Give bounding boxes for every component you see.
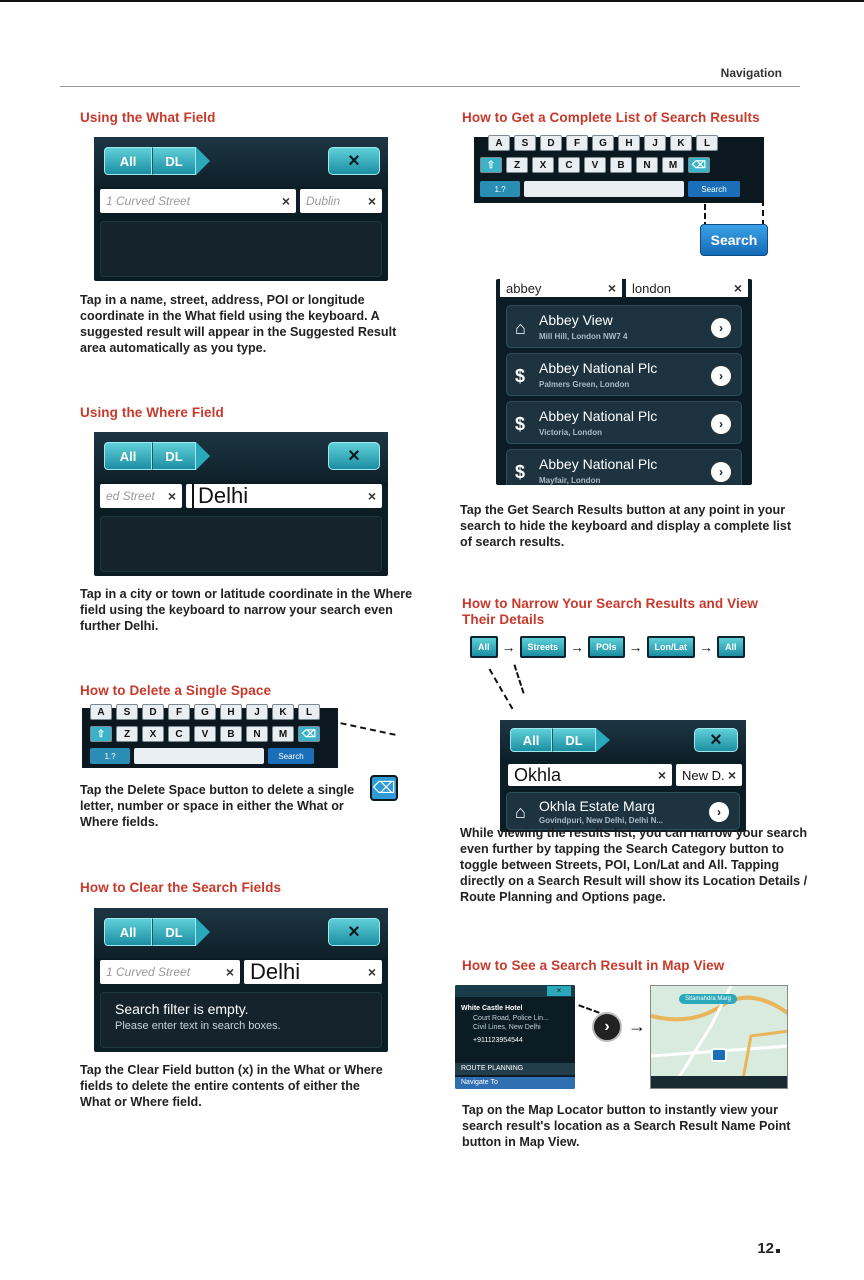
- tab-all[interactable]: All: [104, 147, 152, 175]
- what-input[interactable]: ed Street ×: [100, 484, 182, 508]
- address-line-2: Civil Lines, New Delhi: [473, 1024, 541, 1031]
- poi-dollar-icon: $: [515, 366, 526, 386]
- close-button[interactable]: ×: [547, 986, 571, 996]
- search-result-item[interactable]: ⌂ Okhla Estate Marg Govindpuri, New Delhi, Delhi N... ›: [506, 792, 740, 830]
- key-x[interactable]: X: [142, 726, 164, 742]
- key-k[interactable]: K: [670, 135, 692, 151]
- where-input[interactable]: Dublin ×: [300, 189, 382, 213]
- backspace-icon: ⌫: [370, 775, 398, 801]
- map-locator-icon: ›: [592, 1012, 622, 1042]
- phone-number: +911123954544: [473, 1037, 523, 1044]
- clear-what-icon[interactable]: ×: [657, 767, 666, 783]
- clear-where-icon[interactable]: ×: [727, 767, 736, 783]
- key-j[interactable]: J: [246, 704, 268, 720]
- key-v[interactable]: V: [194, 726, 216, 742]
- map-view-screenshot: [650, 985, 788, 1089]
- empty-filter-message: Search filter is empty.: [115, 1001, 249, 1017]
- search-result-item[interactable]: [506, 401, 742, 444]
- suggested-result-area: [100, 516, 382, 572]
- clear-what-icon[interactable]: ×: [167, 488, 176, 504]
- category-button-all[interactable]: All: [717, 636, 745, 658]
- shift-key[interactable]: ⇧: [90, 726, 112, 742]
- tab-arrow-icon: [196, 918, 210, 946]
- what-field-screenshot: [94, 137, 388, 281]
- key-m[interactable]: M: [272, 726, 294, 742]
- poi-dollar-icon: $: [515, 414, 526, 434]
- complete-keyboard: [474, 137, 764, 203]
- result-title: Abbey National Plc: [539, 408, 658, 424]
- where-input[interactable]: New D. ×: [676, 764, 742, 786]
- section-header: Navigation: [720, 66, 782, 80]
- where-input[interactable]: london ×: [626, 279, 748, 297]
- key-z[interactable]: Z: [506, 157, 528, 173]
- callout-line: [513, 664, 524, 693]
- close-button[interactable]: ×: [328, 442, 380, 470]
- close-button[interactable]: ×: [694, 728, 738, 752]
- key-f[interactable]: F: [566, 135, 588, 151]
- category-button-all[interactable]: All: [470, 636, 498, 658]
- clear-heading: How to Clear the Search Fields: [80, 880, 282, 895]
- where-text: Tap in a city or town or latitude coordinate in the Where field using the keyboard to narrow your search even further Delhi.: [80, 587, 413, 633]
- backspace-key[interactable]: ⌫: [298, 726, 320, 742]
- narrow-text: While viewing the results list, you can narrow your search even further by tapping the Search Category button to toggle between Streets, POI, Lon/Lat and All. Tapping directly on a Search Result will show its Location Details / Route Planning and Options page.: [460, 826, 808, 904]
- map-pin-icon: [711, 1048, 727, 1062]
- tab-arrow-icon: [196, 442, 210, 470]
- where-heading: Using the Where Field: [80, 405, 224, 420]
- key-z[interactable]: Z: [116, 726, 138, 742]
- hotel-name: White Castle Hotel: [461, 1005, 523, 1012]
- clear-where-icon[interactable]: ×: [733, 280, 742, 296]
- key-b[interactable]: B: [610, 157, 632, 173]
- key-b[interactable]: B: [220, 726, 242, 742]
- tab-dl[interactable]: DL: [152, 442, 196, 470]
- space-key[interactable]: [524, 181, 684, 197]
- clear-what-icon[interactable]: ×: [281, 193, 290, 209]
- map-text: Tap on the Map Locator button to instantly view your search result's location as a Search Result Name Point button in Map View.: [462, 1103, 791, 1149]
- result-subtitle: Victoria, London: [539, 428, 602, 437]
- home-icon: ⌂: [515, 318, 526, 338]
- arrow-icon: →: [628, 639, 643, 655]
- category-toggle-sequence: [470, 636, 745, 658]
- results-screenshot: [496, 279, 752, 485]
- narrow-heading: How to Narrow Your Search Results and View Their Details: [462, 596, 759, 627]
- search-key[interactable]: Search: [268, 748, 314, 764]
- what-heading: Using the What Field: [80, 110, 216, 125]
- tab-dl[interactable]: DL: [152, 918, 196, 946]
- location-details-screenshot: [455, 985, 575, 1089]
- arrow-icon: →: [699, 639, 714, 655]
- top-border: [0, 0, 864, 2]
- category-button-lon-lat[interactable]: Lon/Lat: [647, 636, 696, 658]
- narrow-screenshot: [500, 720, 746, 832]
- key-s[interactable]: S: [514, 135, 536, 151]
- details-chevron-icon[interactable]: ›: [709, 802, 729, 822]
- complete-heading: How to Get a Complete List of Search Results: [462, 110, 760, 125]
- search-result-item[interactable]: [506, 305, 742, 348]
- status-message-area: [100, 992, 382, 1048]
- close-button[interactable]: ×: [328, 147, 380, 175]
- key-g[interactable]: G: [592, 135, 614, 151]
- numbers-key[interactable]: 1.?: [90, 748, 130, 764]
- details-chevron-icon[interactable]: ›: [711, 462, 731, 482]
- key-k[interactable]: K: [272, 704, 294, 720]
- navigate-to-button[interactable]: Navigate To: [455, 1077, 575, 1089]
- key-h[interactable]: H: [220, 704, 242, 720]
- result-title: Abbey National Plc: [539, 360, 658, 376]
- clear-what-icon[interactable]: ×: [225, 964, 234, 980]
- numbers-key[interactable]: 1.?: [480, 181, 520, 197]
- clear-text: Tap the Clear Field button (x) in the What or Where fields to delete the entire contents of either the What or Where field.: [80, 1063, 383, 1109]
- backspace-key[interactable]: ⌫: [688, 157, 710, 173]
- key-d[interactable]: D: [142, 704, 164, 720]
- where-input[interactable]: Delhi ×: [186, 484, 382, 508]
- key-a[interactable]: A: [488, 135, 510, 151]
- key-l[interactable]: L: [298, 704, 320, 720]
- what-input[interactable]: abbey ×: [500, 279, 622, 297]
- key-x[interactable]: X: [532, 157, 554, 173]
- callout-line: [489, 669, 514, 710]
- category-button-streets[interactable]: Streets: [520, 636, 567, 658]
- clear-where-icon[interactable]: ×: [367, 964, 376, 980]
- empty-filter-hint: Please enter text in search boxes.: [115, 1020, 281, 1032]
- key-v[interactable]: V: [584, 157, 606, 173]
- category-button-pois[interactable]: POIs: [588, 636, 625, 658]
- arrow-icon: →: [628, 1016, 646, 1036]
- route-planning-label: ROUTE PLANNING: [455, 1063, 575, 1075]
- key-a[interactable]: A: [90, 704, 112, 720]
- arrow-icon: →: [501, 639, 516, 655]
- callout-line: [578, 1004, 599, 1013]
- tab-all[interactable]: All: [104, 918, 152, 946]
- search-key[interactable]: Search: [688, 181, 740, 197]
- result-title: Abbey National Plc: [539, 456, 658, 472]
- clear-where-icon[interactable]: ×: [367, 193, 376, 209]
- delete-text: Tap the Delete Space button to delete a single letter, number or space in either the What or Where fields.: [80, 783, 355, 829]
- tab-all[interactable]: All: [104, 442, 152, 470]
- result-subtitle: Mayfair, London: [539, 476, 601, 485]
- result-subtitle: Mill Hill, London NW7 4: [539, 332, 628, 341]
- home-icon: ⌂: [515, 802, 526, 822]
- key-d[interactable]: D: [540, 135, 562, 151]
- search-result-item[interactable]: [506, 353, 742, 396]
- what-input[interactable]: 1 Curved Street ×: [100, 189, 296, 213]
- key-n[interactable]: N: [636, 157, 658, 173]
- header-rule: [60, 86, 800, 87]
- complete-text: Tap the Get Search Results button at any point in your search to hide the keyboard and display a complete list of search results.: [460, 503, 792, 549]
- result-title: Abbey View: [539, 312, 613, 328]
- where-field-screenshot: [94, 432, 388, 576]
- address-line-1: Court Road, Police Lin...: [473, 1015, 549, 1022]
- key-n[interactable]: N: [246, 726, 268, 742]
- map-street-label: Sitamahdra Marg: [679, 994, 737, 1004]
- shift-key[interactable]: ⇧: [480, 157, 502, 173]
- result-subtitle: Palmers Green, London: [539, 380, 630, 389]
- callout-line: [762, 200, 764, 226]
- key-f[interactable]: F: [168, 704, 190, 720]
- key-c[interactable]: C: [168, 726, 190, 742]
- key-s[interactable]: S: [116, 704, 138, 720]
- key-m[interactable]: M: [662, 157, 684, 173]
- tab-arrow-icon: [196, 147, 210, 175]
- key-g[interactable]: G: [194, 704, 216, 720]
- page-number: 12: [757, 1240, 780, 1257]
- tab-all[interactable]: All: [510, 728, 552, 752]
- what-input[interactable]: Okhla ×: [508, 764, 672, 786]
- search-result-item[interactable]: [506, 449, 742, 485]
- what-input[interactable]: 1 Curved Street ×: [100, 960, 240, 984]
- clear-where-icon[interactable]: ×: [367, 488, 376, 504]
- tab-dl[interactable]: DL: [152, 147, 196, 175]
- key-j[interactable]: J: [644, 135, 666, 151]
- space-key[interactable]: [134, 748, 264, 764]
- tab-dl[interactable]: DL: [552, 728, 596, 752]
- delete-heading: How to Delete a Single Space: [80, 683, 272, 698]
- where-input[interactable]: Delhi ×: [244, 960, 382, 984]
- clear-field-screenshot: [94, 908, 388, 1052]
- poi-dollar-icon: $: [515, 462, 526, 482]
- tab-arrow-icon: [596, 728, 610, 752]
- what-text: Tap in a name, street, address, POI or longitude coordinate in the What field using the keyboard. A suggested result will appear in the Suggested Result area automatically as you type.: [80, 293, 397, 355]
- clear-what-icon[interactable]: ×: [607, 280, 616, 296]
- get-results-button: Search: [700, 224, 768, 256]
- delete-keyboard: [82, 708, 338, 768]
- key-c[interactable]: C: [558, 157, 580, 173]
- suggested-result-area: [100, 221, 382, 277]
- details-chevron-icon[interactable]: ›: [711, 318, 731, 338]
- arrow-icon: →: [570, 639, 585, 655]
- close-button[interactable]: ×: [328, 918, 380, 946]
- key-h[interactable]: H: [618, 135, 640, 151]
- details-chevron-icon[interactable]: ›: [711, 414, 731, 434]
- map-heading: How to See a Search Result in Map View: [462, 958, 725, 973]
- callout-line: [340, 722, 395, 736]
- details-chevron-icon[interactable]: ›: [711, 366, 731, 386]
- key-l[interactable]: L: [696, 135, 718, 151]
